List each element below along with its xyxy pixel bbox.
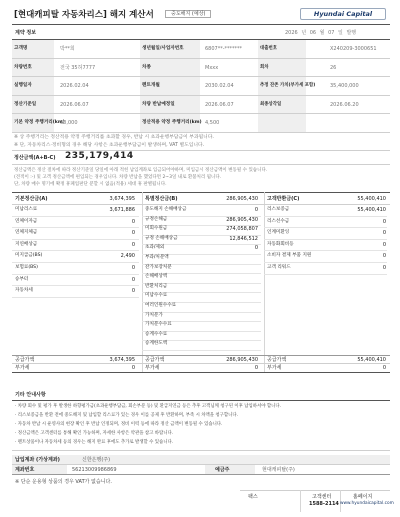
contract-value: X240209-3000651 [330, 46, 377, 52]
contract-label: 렌트개월 [142, 83, 160, 88]
table-item-border [12, 216, 139, 217]
table-item-border [264, 227, 387, 228]
table-item-label: 소비자 결제 부품 지원 [267, 253, 312, 259]
contract-row-border [12, 76, 390, 77]
contract-value: 박**희 [60, 46, 75, 52]
col2-vat-label: 부가세 [145, 365, 160, 371]
payment-header-bg [12, 455, 390, 464]
holder-label: 예금주 [215, 467, 230, 473]
table-item-value: 12,846,512 [229, 235, 258, 242]
col1-vat-label: 부가세 [15, 365, 30, 371]
contract-value: 2026.02.04 [60, 83, 89, 89]
special-settlement-amount: 286,905,430 [226, 196, 258, 202]
base-settlement-amount: 3,674,395 [109, 196, 135, 202]
contract-label: 기본 약정 주행거리(km) [14, 120, 65, 125]
table-item-value: 0 [131, 241, 135, 248]
table-item-label: 초과/제외 [145, 245, 165, 251]
contract-value: 35,400,000 [330, 83, 359, 89]
contract-row-border [12, 95, 390, 96]
contract-value: 6807**-******* [205, 46, 243, 52]
contract-row-border [12, 113, 390, 114]
contract-label: 최종상각일 [260, 101, 282, 107]
guide-line: · 차량 회수 및 평가 후 발생한 하향평가금(초과운행부담금, 회손부분 등) 및 환급지연금 등은 추후 고객님께 청구된 이후 납입하셔야 합니다. [15, 404, 282, 409]
table-item-value: 55,400,410 [357, 207, 386, 213]
col3-vat-value: 0 [382, 365, 386, 371]
contract-label: 차량번호 [14, 64, 32, 70]
col2-supply-value: 286,905,430 [226, 357, 258, 363]
table-item-border [12, 262, 139, 263]
payment-mid-border [12, 464, 390, 465]
table-item-label: 승계한도액 [145, 341, 168, 347]
contract-label: 정산기준일 [14, 101, 37, 107]
account-label: 계좌번호 [15, 467, 35, 473]
col2-supply-label: 공급가액 [145, 357, 165, 363]
table-item-label: 반환처리금 [145, 283, 168, 289]
col2-vat-value: 0 [254, 365, 258, 371]
table-item-border [12, 239, 139, 240]
contract-value: 2026.06.07 [205, 101, 234, 108]
contract-value: 2030.02.04 [205, 83, 234, 89]
table-item-border [12, 250, 139, 251]
contract-label-bg [258, 114, 306, 132]
contract-section-title: 계약 정보 [15, 30, 37, 36]
table-item-label: 부과/처분액 [145, 255, 169, 260]
table-item-value: 274,058,807 [226, 226, 258, 233]
table-item-value: 0 [382, 265, 386, 271]
table-item-border [264, 239, 387, 240]
special-settlement-title: 특별정산금(B) [145, 196, 178, 202]
col3-supply-label: 공급가액 [267, 357, 287, 363]
contract-note-2: ※ 단, 자동차리스·정비형의 경우 해당 사항은 초과운행부담금이 발생하며, VAT 별도입니다. [14, 143, 205, 148]
table-item-label: 여러인원수수료 [145, 303, 177, 308]
footer-divider-1 [300, 490, 301, 512]
table-item-label: 규정 손해배상금 [145, 235, 178, 241]
table-item-border [264, 216, 387, 217]
customer-center-label: 고객센터 [312, 494, 332, 500]
table-item-value: 3,671,886 [109, 207, 135, 213]
homepage-link[interactable]: www.hyundaicapital.com [340, 501, 394, 506]
table-item-label: 손해배상액 [145, 274, 168, 280]
settlement-desc-3: 단, 차량 매수 명기에 확정 휴폐업판단 분할 시 없음(적용) 세대 휴 판별됩니다. [14, 182, 167, 187]
table-item-label: 연체지체금 [15, 230, 38, 236]
table-footer-top [12, 355, 390, 356]
table-item-value: 0 [382, 218, 386, 225]
table-top-border [12, 192, 390, 193]
table-item-label: 승계수수료 [145, 331, 168, 337]
contract-label: 추정 잔존 가치(부가세 포함) [260, 83, 316, 88]
contract-value: 4,500 [205, 120, 220, 126]
homepage-label: 홈페이지 [353, 494, 373, 500]
table-item-border [12, 285, 139, 286]
status-badge: 중도해지 (예상) [165, 10, 211, 18]
contract-value: 2026.06.20 [330, 101, 359, 108]
table-item-border [12, 274, 139, 275]
col1-head-border [12, 204, 142, 205]
table-item-label: 리스보증금 [267, 207, 290, 212]
col1-supply-value: 3,674,395 [109, 357, 135, 363]
vat-footnote: ※ 단순 운용형 상품의 경우 VAT가 없습니다. [15, 479, 112, 485]
guide-line: · 정산금액은 고객센터를 통해 확인 가능하며, 자세한 사항은 약관을 참고 바랍니다. [15, 431, 174, 436]
contract-label: 정산적용 약정 주행거리(km) [142, 120, 202, 125]
col1-vat-value: 0 [131, 365, 135, 371]
table-item-label: 인계미환잉 [267, 230, 290, 236]
col3-head-border [264, 204, 390, 205]
payment-bank-value: 신한은행(주) [82, 457, 111, 463]
table-item-border [12, 227, 139, 228]
table-item-label: 미회수원금 [145, 226, 168, 232]
contract-value: 26 [330, 64, 337, 71]
col2-head-border [142, 204, 264, 205]
footer-top-border [240, 490, 390, 491]
table-item-value: 0 [254, 207, 258, 213]
guide-top-border [12, 400, 390, 401]
contract-value: Mxxx [205, 64, 219, 71]
table-item-border [12, 297, 139, 298]
payment-bottom-border [12, 474, 390, 475]
settlement-desc-2: (견적이 :-) 및 고객 정산금액에 편입되는 경우입니다. 차량 반납을 했었다면 2~3일 내로 환불처리 됩니다. [14, 175, 222, 180]
payment-title: 납입계좌 (가상계좌) [15, 457, 60, 463]
table-item-value: 0 [131, 265, 135, 271]
table-item-border [264, 262, 387, 263]
table-item-label: 중도해지 손해배상금 [145, 207, 187, 212]
contract-label: 고객명 [14, 46, 28, 51]
holder-label-bg [205, 465, 255, 474]
settlement-label: 정산금액(A+B-C) [14, 155, 56, 161]
table-item-value: 0 [254, 245, 258, 252]
table-item-label: 지연배상금 [15, 241, 38, 247]
table-item-label: 가처분수수료 [145, 322, 172, 328]
table-item-value: 0 [382, 241, 386, 248]
table-item-value: 0 [131, 230, 135, 237]
table-item-border [264, 274, 387, 275]
table-item-label: 자동화회비등 [267, 241, 294, 247]
guide-line: · 리스보증금을 반환 전에 중도해지 및 납입할 리스료가 있는 경우 이를 공제 후 반환하며, 부족 시 차액을 청구합니다. [15, 413, 239, 418]
header-divider [12, 24, 390, 25]
customer-center-phone: 1588-2114 [309, 501, 339, 507]
table-item-value: 0 [131, 218, 135, 225]
contract-row-border [12, 132, 390, 133]
table-footer-bottom [12, 372, 390, 373]
guide-line: · 자동차 반납 시 운영사의 현장 확인 후 반납 인정되며, 정비 이력 등에 따라 정산 금액이 변동될 수 있습니다. [15, 422, 223, 427]
base-settlement-title: 기본정산금(A) [15, 196, 48, 202]
contract-value: 60,000 [60, 120, 78, 126]
table-item-label: 규정손해금 [145, 216, 168, 222]
settlement-amount: 235,179,414 [65, 151, 134, 161]
table-divider-2 [264, 192, 265, 372]
contract-value: 2026.06.07 [60, 101, 89, 108]
table-item-value: 0 [382, 253, 386, 260]
col3-supply-value: 55,400,410 [357, 357, 386, 363]
table-item-label: 연체이자금 [15, 218, 38, 224]
col3-vat-label: 부가세 [267, 365, 282, 371]
guide-title: 기타 안내사항 [15, 392, 46, 398]
contract-label: 회차 [260, 64, 269, 70]
account-number: 56213009986869 [72, 467, 117, 473]
issue-date: 2026 년 06 월 07 일 발행 [285, 30, 357, 36]
table-item-label: 승부터 [15, 276, 29, 282]
customer-refund-title: 고객반환금(C) [267, 196, 300, 202]
table-item-value: 2,490 [120, 253, 135, 260]
table-item-label: 리스선수금 [267, 218, 290, 224]
table-item-value: 0 [131, 288, 135, 295]
contract-row-border [12, 58, 390, 59]
customer-refund-amount: 55,400,410 [357, 196, 386, 202]
holder-value: 현대캐피탈(주) [262, 467, 295, 473]
table-item-label: 고객 리워드 [267, 265, 291, 270]
table-item-border [142, 350, 261, 351]
contract-label: 생년월일/사업자번호 [142, 46, 184, 51]
document-title: [현대캐피탈 자동차리스] 해지 계산서 [14, 10, 154, 20]
table-item-value: 0 [131, 276, 135, 283]
table-item-label: 보험료(BS) [15, 265, 38, 270]
settlement-bottom-border [12, 164, 390, 165]
table-item-border [264, 250, 387, 251]
contract-label: 차종 [142, 64, 151, 70]
table-item-label: 가처분가 [145, 312, 163, 318]
contract-label: 대출번호 [260, 46, 277, 51]
settlement-desc-1: 정산금액은 정산 절차에 따라 정산기준일 당일에 아래 적힌 납입계좌로 입금되어야하며, 미입금시 정산금액이 변동될 수 있습니다. [14, 168, 268, 173]
brand-logo: Hyundai Capital [300, 8, 386, 20]
table-item-label: 미납리스료 [15, 207, 38, 212]
table-item-value: 0 [382, 230, 386, 237]
fax-label: 팩스 [248, 494, 258, 500]
table-item-value: 286,905,430 [226, 216, 258, 223]
contract-note-1: ※ 상 주행거리는 정산적용 약정 주행거리를 초과할 경우, 반납 시 초과운행부담금이 부과됩니다. [14, 135, 214, 140]
contract-value: 전국 35허7777 [60, 64, 96, 71]
contract-label: 실행일자 [14, 83, 32, 88]
col1-supply-label: 공급가액 [15, 357, 35, 363]
guide-line: · 렌트상품이나 자동차세 등의 경우는 해지 완료 후에도 추가로 발생할 수 있습니다. [15, 440, 174, 445]
table-item-label: 미지급금(BS) [15, 253, 43, 259]
contract-top-border [12, 39, 390, 40]
contract-label: 차량 반납예정일 [142, 101, 175, 107]
table-footer-mid [12, 363, 390, 364]
table-item-label: 미납수수료 [145, 293, 168, 299]
table-item-label: 자동차세 [15, 288, 33, 294]
guide-bottom-border [12, 450, 390, 451]
table-item-label: 잔가보장처분 [145, 264, 172, 270]
